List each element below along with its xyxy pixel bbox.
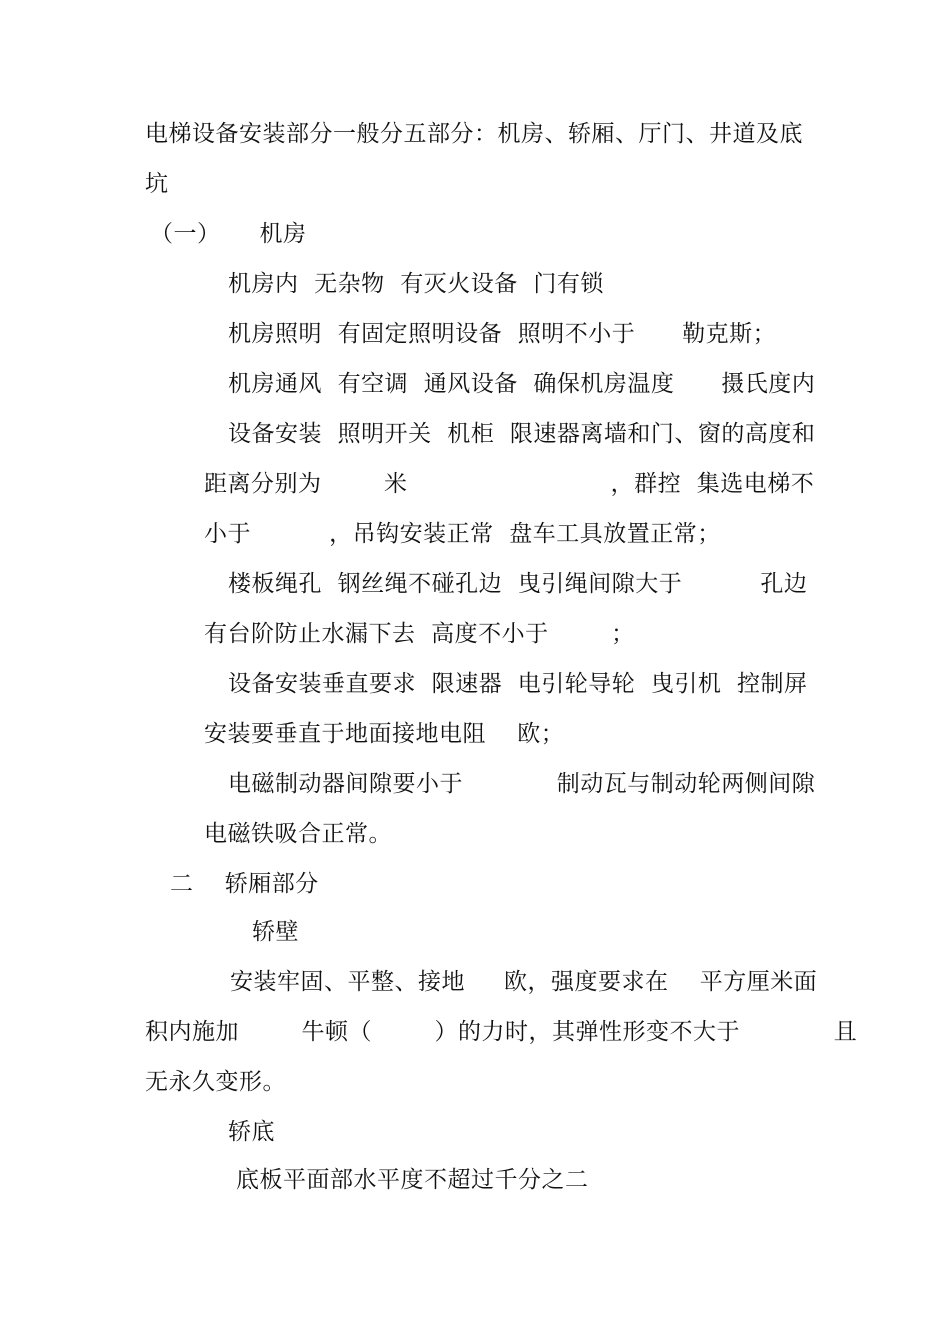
machine-room-item-5-cont: 有台阶防止水漏下去 高度不小于 ； (204, 621, 635, 647)
machine-room-item-6-cont: 安装要垂直于地面接地电阻 欧； (204, 721, 565, 747)
intro-line-2: 坑 (145, 171, 169, 197)
subheading-car-wall: 轿壁 (252, 919, 299, 945)
car-wall-text-2: 积内施加 牛顿（ ）的力时，其弹性形变不大于 且 (145, 1019, 858, 1045)
section-heading-machine-room: （一） 机房 (150, 221, 307, 247)
machine-room-item-7-cont: 电磁铁吸合正常。 (204, 821, 392, 847)
machine-room-item-6: 设备安装垂直要求 限速器 电引轮导轮 曳引机 控制屏 (228, 671, 808, 697)
machine-room-item-2: 机房照明 有固定照明设备 照明不小于 勒克斯； (228, 321, 777, 347)
section-heading-car: 二 轿厢部分 (170, 871, 319, 897)
car-floor-text: 底板平面部水平度不超过千分之二 (236, 1167, 589, 1193)
subheading-car-floor: 轿底 (228, 1119, 275, 1145)
machine-room-item-4-cont-2: 小于 ，吊钩安装正常 盘车工具放置正常； (204, 521, 721, 547)
machine-room-item-3: 机房通风 有空调 通风设备 确保机房温度 摄氏度内 (228, 371, 816, 397)
car-wall-text-1: 安装牢固、平整、接地 欧，强度要求在 平方厘米面 (230, 969, 818, 995)
machine-room-item-4-cont-1: 距离分别为 米 ，群控 集选电梯不 (204, 471, 815, 497)
car-wall-text-3: 无永久变形。 (145, 1069, 286, 1095)
machine-room-item-1: 机房内 无杂物 有灭火设备 门有锁 (228, 271, 604, 297)
intro-line-1: 电梯设备安装部分一般分五部分：机房、轿厢、厅门、井道及底 (145, 121, 803, 147)
machine-room-item-5: 楼板绳孔 钢丝绳不碰孔边 曳引绳间隙大于 孔边 (228, 571, 808, 597)
machine-room-item-4: 设备安装 照明开关 机柜 限速器离墙和门、窗的高度和 (228, 421, 816, 447)
machine-room-item-7: 电磁制动器间隙要小于 制动瓦与制动轮两侧间隙 (228, 771, 816, 797)
